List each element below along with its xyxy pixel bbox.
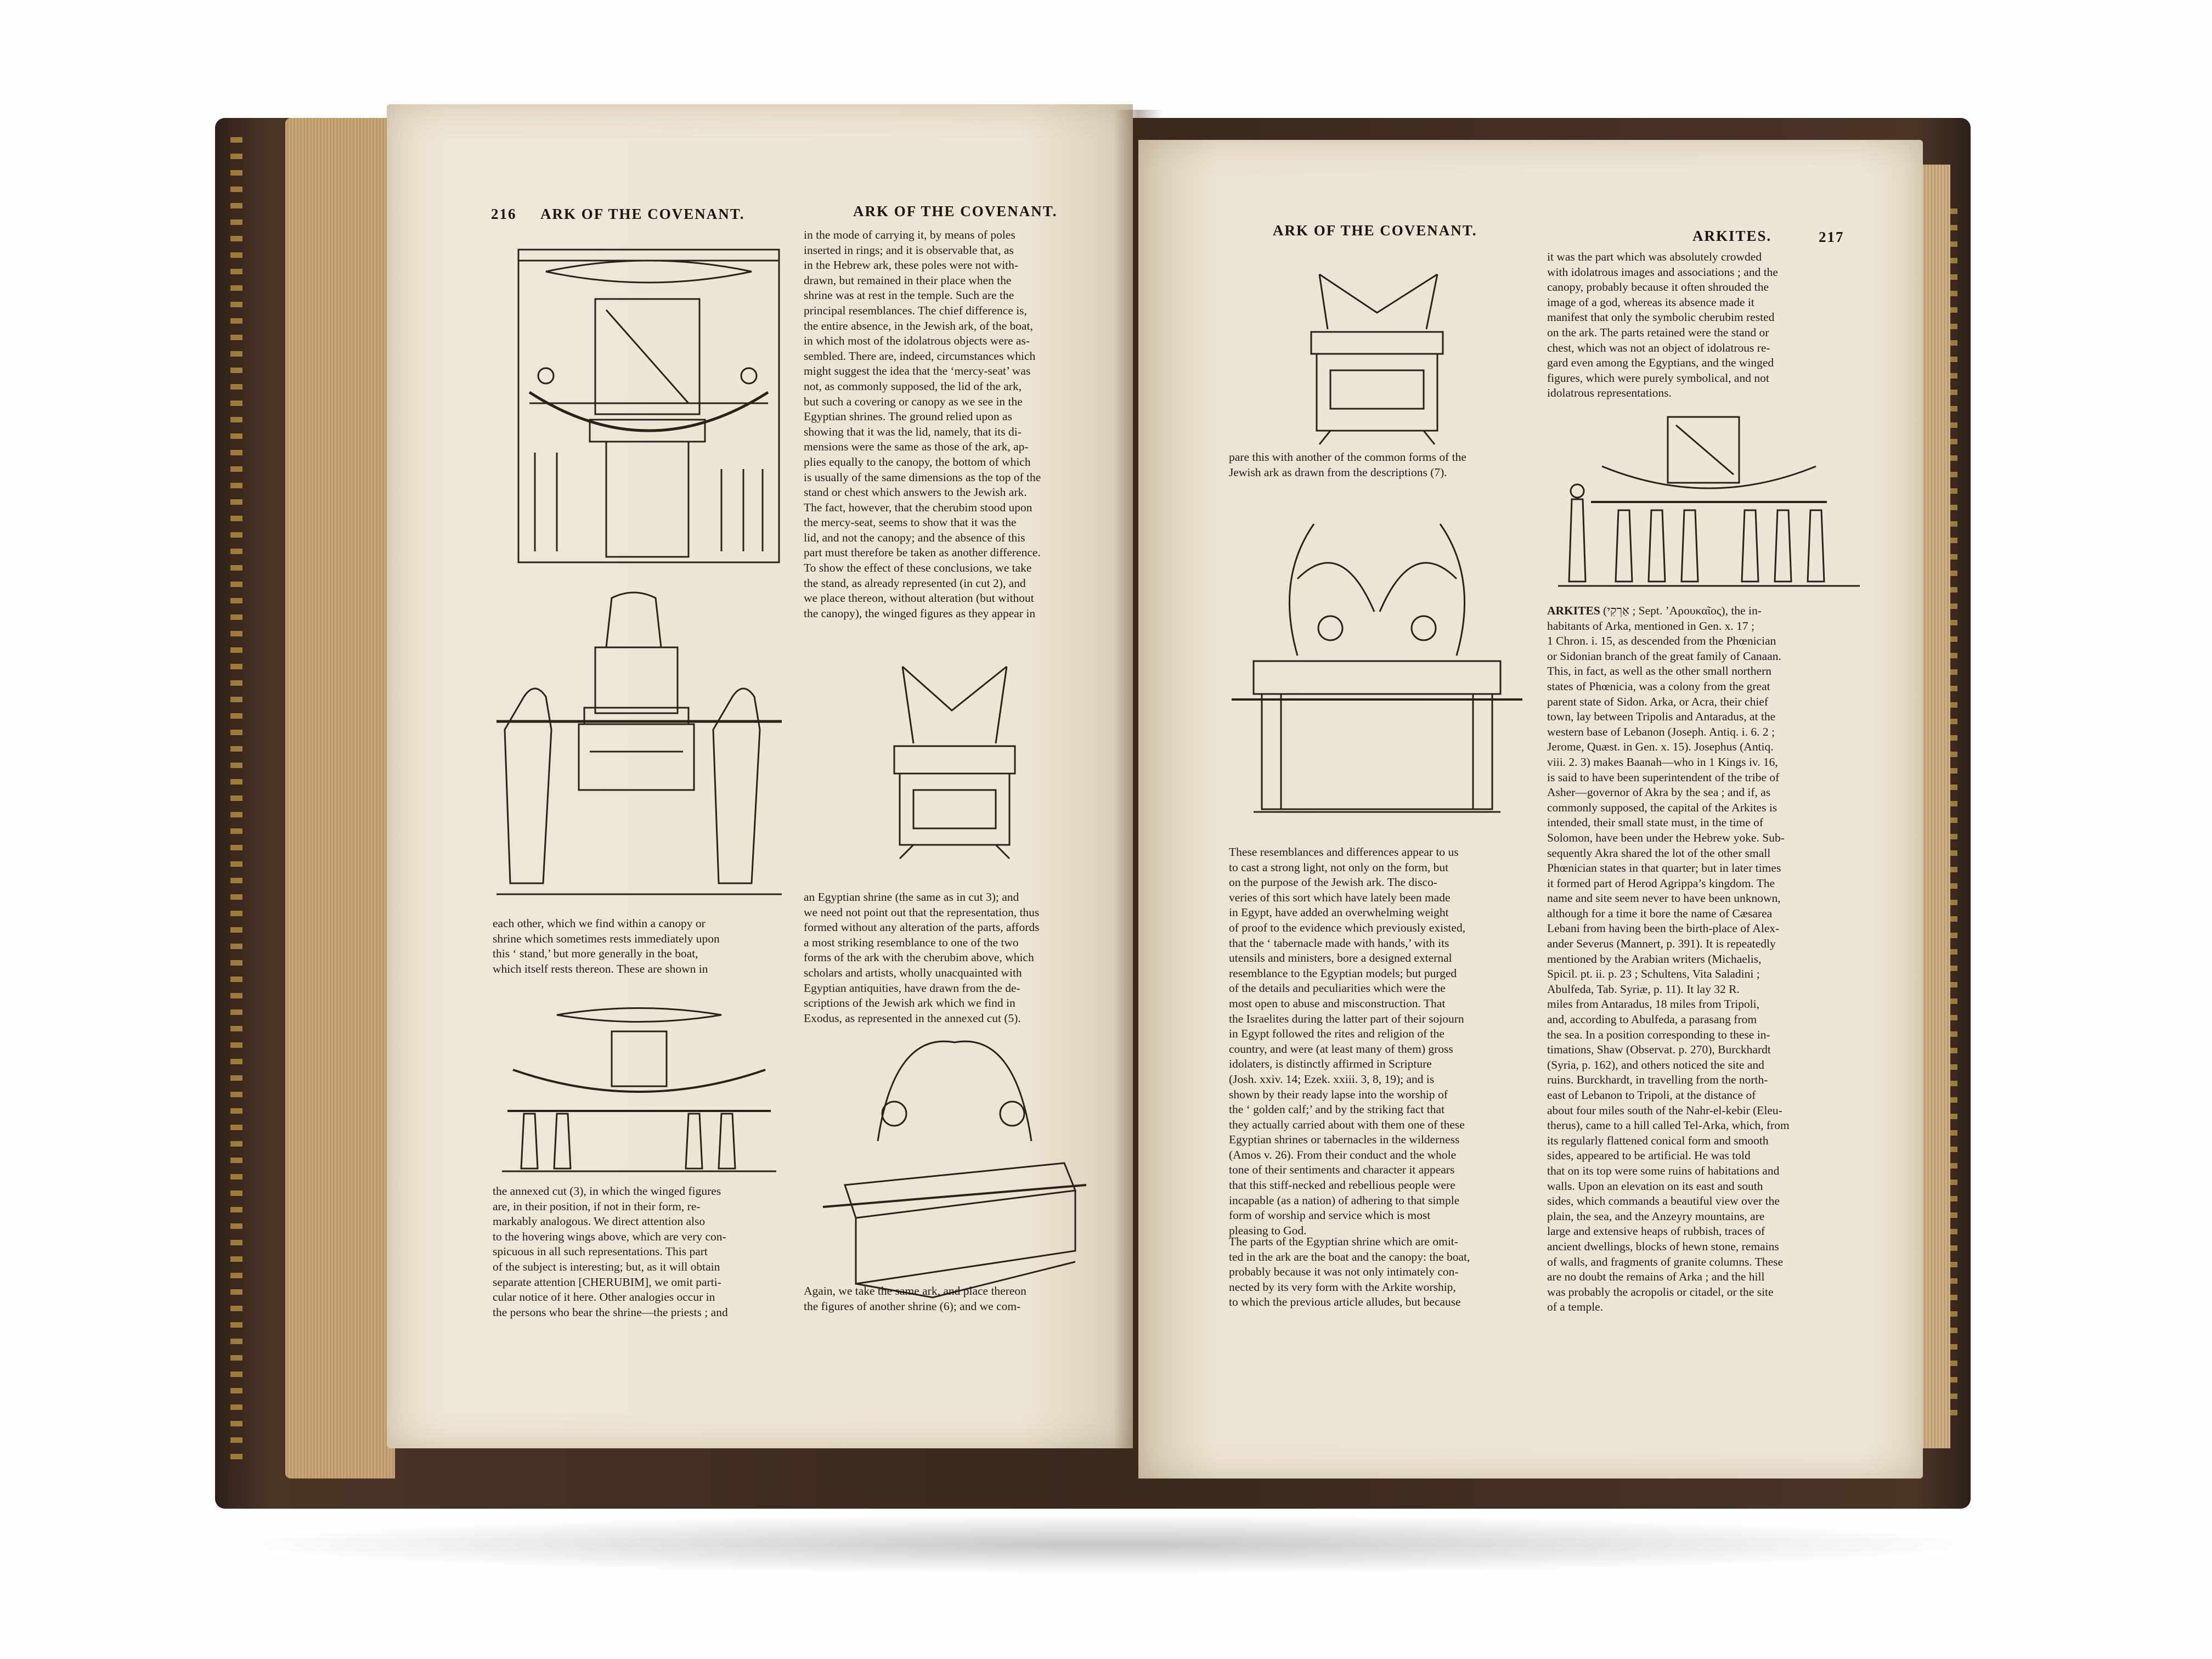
arkites-article: (אַרְקִי ; Sept. ’Αρουκαῖος), the in- habitants of Arka, mentioned in Gen. x. 17 ; 1 Chron. i. 15, as descended from the Phœnician or Sidonian branch of the great family of Canaan. This, in fact, as well as the other small northern states of Phœnicia, was a colony from the great parent state of Sidon. Arka, or Acra, their chief town, lay between Tripolis and Antaradus, at the western base of Lebanon (Joseph. Antiq. i. 6. 2 ; Jerome, Quæst. in Gen. x. 15). Josephus (Antiq. viii. 2. 3) makes Baanah—who in 1 Kings iv. 16, is said to have been superintendent of the tribe of Asher—governor of Akra by the sea ; and if, as commonly supposed, the capital of the Arkites is intended, their small state must, in the time of Solomon, have been under the Hebrew yoke. Sub- sequently Akra shared the lot of the other small Phœnician states in that quarter; but in later times it formed part of Herod Agrippa’s kingdom. The name and site seem never to have been unknown, although for a time it bore the name of Cæsarea Lebani from having been the birth-place of Alex- ander Severus (Mannert, p. 391). It is repeatedly mentioned by the Arabian writers (Michaelis, Spicil. pt. ii. p. 23 ; Schultens, Vita Saladini ; Abulfeda, Tab. Syriæ, p. 11). It lay 32 R. miles from Antaradus, 18 miles from Tripoli, and, according to Abulfeda, a parasang from the sea. In a position corresponding to these in- timations, Shaw (Observat. p. 270), Burckhardt (Syria, p. 162), and others noticed the site and ruins. Burckhardt, in travelling from the north- east of Lebanon to Tripoli, at the distance of about four miles south of the Nahr-el-kebir (Eleu- therus), came to a hill called Tel-Arka, which, from its regularly flattened conical form and smooth sides, appeared to be artificial. He was told that on its top were some ruins of habitations and walls. Upon an elevation on its east and south sides, which commands a beautiful view over the plain, the sea, and the Anzeyry mountains, are large and extensive heaps of rubbish, traces of ancient dwellings, blocks of hewn stone, remains of walls, and fragments of granite columns. These are no doubt the remains of Arka ; and the hill was probably the acropolis or citadel, or the site of a temple. — [1547, 604, 1790, 1314]
left-col1-text-a: each other, which we find within a canopy or shrine which sometimes rests immediately upon this ‘ stand,’ but more generally in the boat, which itself rests thereon. These are shown in — [493, 917, 720, 975]
engraving-ark-kneeling-cherubim — [1232, 513, 1522, 820]
right-col1-text-c: The parts of the Egyptian shrine which are omit- ted in the ark are the boat and the canopy: the boat, probably because it was not only intimately con- nected by its very form with the Arkite worship, to which the previous article alludes, but because — [1229, 1235, 1470, 1309]
left-page-number: 216 — [491, 206, 517, 222]
book-shadow — [230, 1514, 1986, 1575]
right-running-head-left: ARK OF THE COVENANT. — [1273, 222, 1477, 239]
left-running-head: ARK OF THE COVENANT. — [540, 206, 745, 222]
right-page — [1138, 140, 1923, 1479]
page-edges-left — [285, 118, 395, 1479]
left-col1-text-b: the annexed cut (3), in which the winged figures are, in their position, if not in their form, re- markably analogous. We direct attention also to the hovering wings above, which are very con- spicuous in all such representations. This part of the subject is interesting; but, as it will obtain separate attention [CHERUBIM], we omit parti- cular notice of it here. Other analogies occur in the persons who bear the shrine—the priests ; and — [493, 1184, 728, 1319]
engraving-bearers-stand — [496, 587, 782, 900]
right-col1-text-a: pare this with another of the common forms of the Jewish ark as drawn from the descriptions (7). — [1229, 450, 1466, 479]
engraving-small-ark — [1303, 263, 1451, 447]
left-col2-text-a: in the mode of carrying it, by means of poles inserted in rings; and it is observable that, as in the Hebrew ark, these poles were not with- drawn, but remained in their place when the shrine was at rest in the temple. Such are the principal resemblances. The chief difference is, the entire absence, in the Jewish ark, of the boat, in which most of the idolatrous objects were as- sembled. There are, indeed, circumstances which might suggest the idea that the ‘mercy-seat’ was not, as commonly supposed, the lid of the ark, but such a covering or canopy as we see in the Egyptian shrines. The ground relied upon as showing that it was the lid, namely, that its di- mensions were the same as those of the ark, ap- plies equally to the canopy, the bottom of which is usually of the same dimensions as the top of the stand or chest which answers to the Jewish ark. The fact, however, that the cherubim stood upon the mercy-seat, seems to show that it was the lid, and not the canopy; and the absence of this part must therefore be taken as another difference. To show the effect of these conclusions, we take the stand, as already represented (in cut 2), and we place thereon, without alteration (but without the canopy), the winged figures as they appear in — [804, 228, 1041, 620]
engraving-boat-procession — [502, 1004, 776, 1174]
engraving-shrine-boat — [513, 239, 785, 568]
right-col1-text-b: These resemblances and differences appear to us to cast a strong light, not only on the form, but on the purpose of the Jewish ark. The disco- veries of this sort which have lately been made in Egypt, have added an overwhelming weight of proof to the evidence which previously existed, that the ‘ tabernacle made with hands,’ with its utensils and ministers, bore a designed external resemblance to the Egyptian models; but purged of the details and peculiarities which were the most open to abuse and misconstruction. That the Israelites during the latter part of their sojourn in Egypt followed the rites and religion of the country, and were (at least many of them) gross idolaters, is distinctly affirmed in Scripture (Josh. xxiv. 14; Ezek. xxiii. 3, 8, 19); and is shown by their ready lapse into the worship of the ‘ golden calf;’ and by the striking fact that they actually carried about with them one of these Egyptian shrines or tabernacles in the wilderness (Amos v. 26). From their conduct and the whole tone of their sentiments and character it appears that this stiff-necked and rebellious people were incapable (as a nation) of adhering to that simple form of worship and service which is most pleasing to God. — [1229, 845, 1466, 1237]
engraving-ark-winged — [891, 645, 1018, 864]
right-running-head: ARKITES. — [1692, 228, 1772, 244]
left-page — [387, 104, 1133, 1448]
engraving-procession — [1558, 411, 1860, 592]
left-col2-text-b: an Egyptian shrine (the same as in cut 3); and we need not point out that the representation, thus formed without any alteration of the parts, affords a most striking resemblance to one of the two forms of the ark with the cherubim above, which scholars and artists, wholly unacquainted with Egyptian antiquities, have drawn from the de- scriptions of the Jewish ark which we find in Exodus, as represented in the annexed cut (5). — [804, 890, 1040, 1025]
left-col2-text-c: Again, we take the same ark, and place thereon the figures of another shrine (6); and we com- — [804, 1284, 1026, 1313]
engraving-ark-cherubim — [823, 1020, 1086, 1300]
right-col2-text-b — [1547, 603, 1857, 1315]
right-page-number: 217 — [1819, 229, 1844, 245]
left-running-head-right: ARK OF THE COVENANT. — [853, 203, 1058, 219]
gilt-border-left — [230, 137, 242, 1465]
arkites-heading: ARKITES — [1547, 604, 1600, 617]
right-col2-text-a: it was the part which was absolutely crowded with idolatrous images and associations ; and the canopy, probably because it often shrouded the image of a god, whereas its absence made it manifest that only the symbolic cherubim rested on the ark. The parts retained were the stand or chest, which was not an object of idolatrous re- gard even among the Egyptians, and the winged figures, which were purely symbolical, and not idolatrous representations. — [1547, 250, 1778, 400]
